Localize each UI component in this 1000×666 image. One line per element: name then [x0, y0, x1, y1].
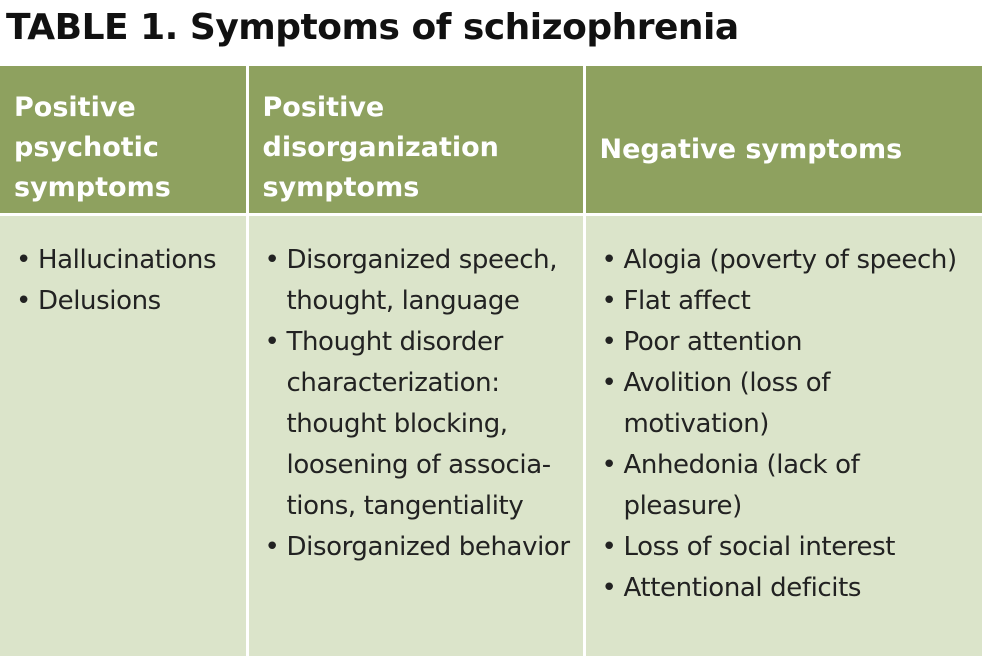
table-title: TABLE 1. Symptoms of schizophrenia: [6, 7, 739, 48]
list-positive-disorganization: [263, 240, 575, 568]
cell-positive-disorganization: [247, 214, 584, 656]
list-item: • Avolition (loss of motivation): [600, 363, 975, 445]
list-item: • Flat affect: [600, 281, 975, 322]
list-item: • Thought disorder characterization: thought blocking, loosening of associa-tions, tangentiality: [263, 322, 575, 527]
list-item: • Alogia (poverty of speech): [600, 240, 975, 281]
list-item: • Attentional deficits: [600, 568, 975, 609]
list-positive-psychotic: [14, 240, 238, 322]
list-item: • Delusions: [14, 281, 238, 322]
list-item: • Disorganized behavior: [263, 527, 575, 568]
table-body-row: [0, 214, 982, 656]
header-negative: Negative symptoms: [584, 66, 982, 214]
list-item: • Poor attention: [600, 322, 975, 363]
list-item: • Loss of social interest: [600, 527, 975, 568]
header-positive-disorganization: Positive disorganization symptoms: [247, 66, 584, 214]
cell-positive-psychotic: [0, 214, 247, 656]
cell-negative: [584, 214, 982, 656]
header-positive-psychotic: Positive psychotic symptoms: [0, 66, 247, 214]
list-item: • Disorganized speech, thought, language: [263, 240, 575, 322]
list-item: • Anhedonia (lack of pleasure): [600, 445, 975, 527]
list-negative: [600, 240, 975, 609]
symptoms-table: [0, 66, 982, 656]
table-header-row: [0, 66, 982, 214]
list-item: • Hallucinations: [14, 240, 238, 281]
